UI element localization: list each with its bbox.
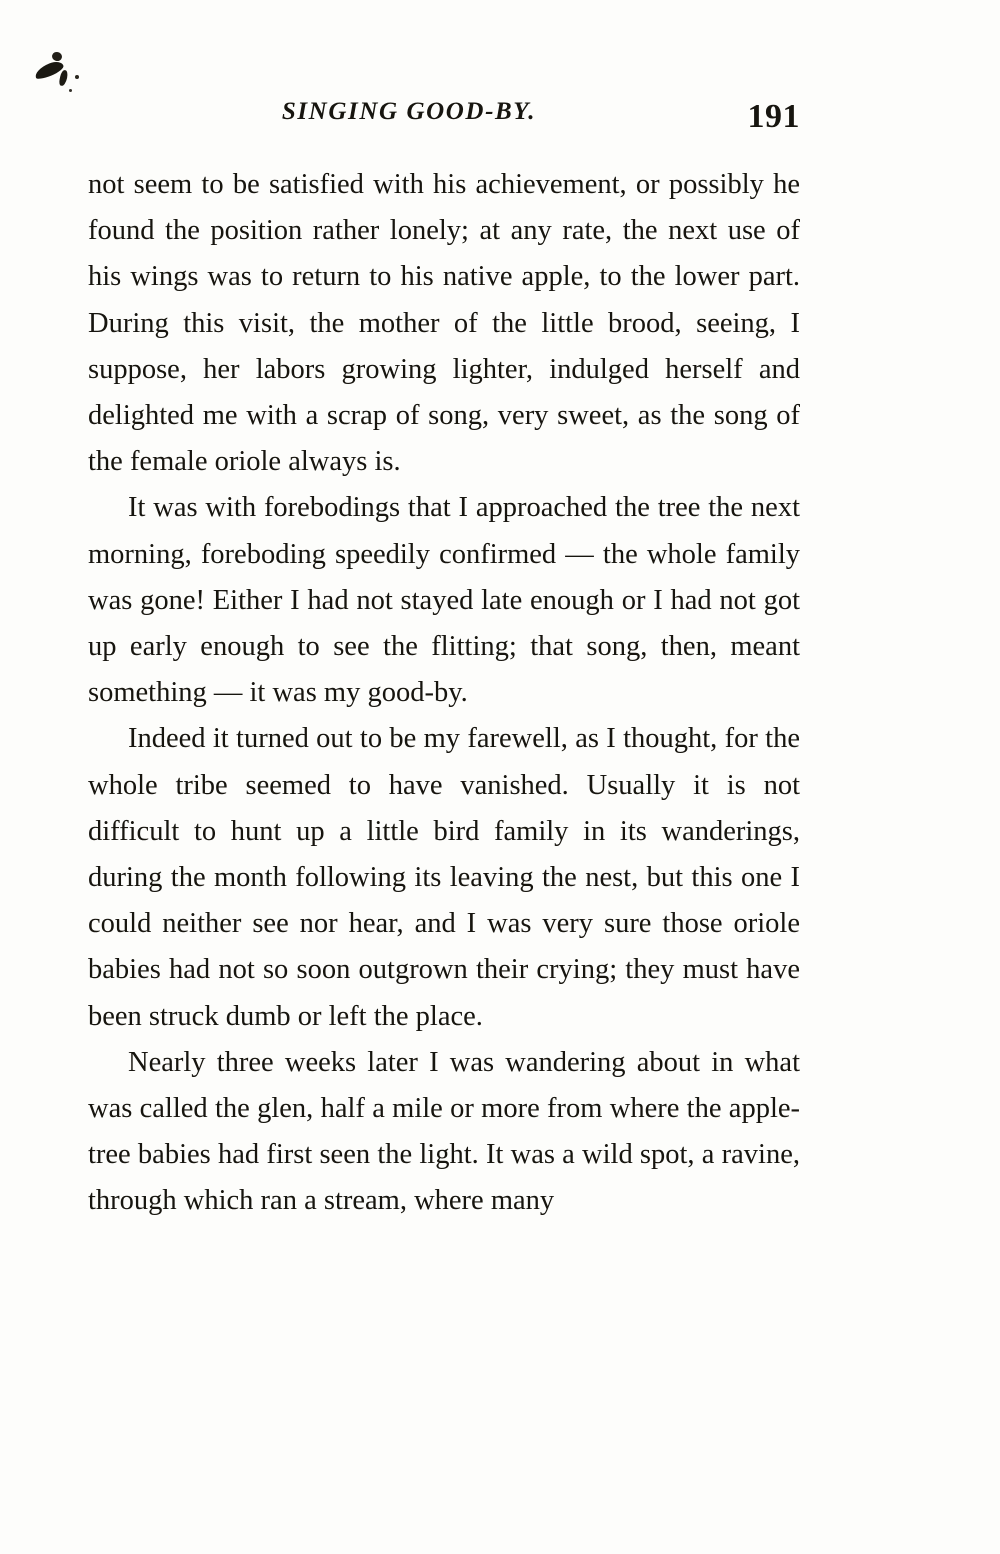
running-head: [88, 98, 800, 136]
smudge-speck: [75, 75, 79, 79]
paragraph: Indeed it turned out to be my farewell, as I thought, for the whole tribe seemed to have vanished. Usually it is not difficult to hunt up a little bird family in its wanderings, during the month following its leaving the nest, but this one I could neither see nor hear, and I was very sure those oriole babies had not so soon outgrown their crying; they must have been struck dumb or left the place.: [88, 723, 800, 1032]
paragraph: Nearly three weeks later I was wandering about in what was called the glen, half a mile or more from where the apple-tree babies had first seen the light. It was a wild spot, a ravine, through which ran a stream, where many: [88, 1046, 800, 1217]
body-text: [88, 162, 800, 1225]
ink-smudge-icon: [30, 48, 88, 98]
smudge-blob: [58, 69, 68, 86]
smudge-blob: [51, 51, 63, 62]
smudge-speck: [69, 89, 72, 92]
paragraph: not seem to be satisfied with his achievement, or possibly he found the position rather lonely; at any rate, the next use of his wings was to return to his native apple, to the lower part. During this visit, the mother of the little brood, seeing, I suppose, her labors growing lighter, indulged herself and delighted me with a scrap of song, very sweet, as the song of the female oriole always is.: [88, 169, 800, 478]
page-number: 191: [747, 98, 800, 135]
page-title: SINGING GOOD-BY.: [281, 98, 537, 125]
paragraph: It was with forebodings that I approached the tree the next morning, foreboding speedily confirmed — the whole family was gone! Either I had not stayed late enough or I had not got up early enough to see the flitting; that song, then, meant something — it was my good-by.: [88, 492, 800, 709]
